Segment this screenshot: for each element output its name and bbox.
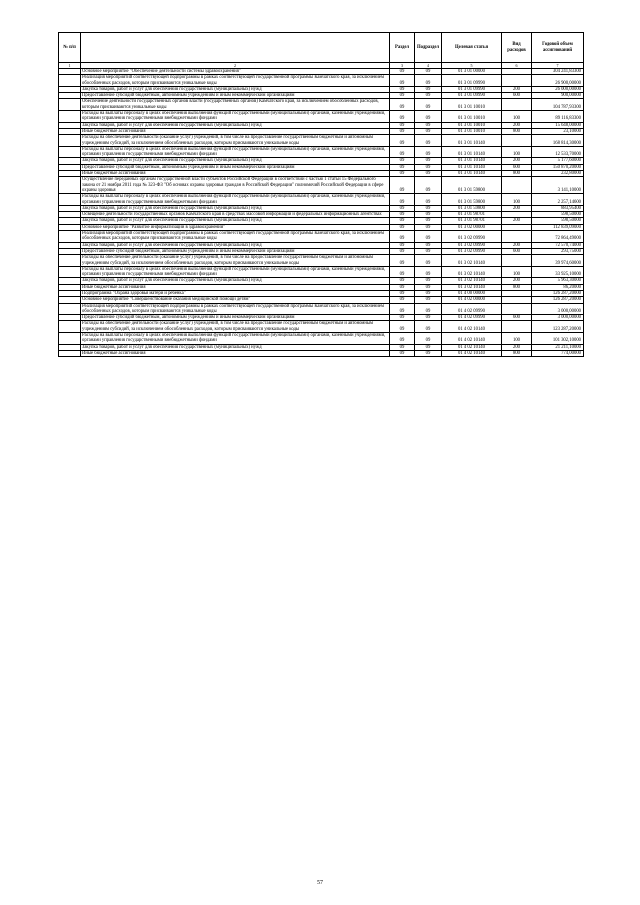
row-subsection-cell: 09: [415, 218, 442, 224]
row-target-article-cell: 01 4 02 10140: [442, 350, 502, 356]
row-section-cell: 09: [390, 177, 415, 194]
row-section-cell: 09: [390, 86, 415, 92]
row-amount-cell: 33 925,10000: [532, 266, 584, 278]
row-name-cell: Расходы на выплаты персоналу в целях обеспечения выполнения функций государственными (муниципальными) органами, казенными учреждениями, органами управления государственными внебюджетными фондами: [81, 146, 390, 158]
column-index: 4: [415, 63, 442, 69]
row-amount-cell: 26 000,00000: [532, 86, 584, 92]
row-expense-kind-cell: 200: [502, 242, 532, 248]
row-subsection-cell: 09: [415, 177, 442, 194]
row-subsection-cell: 09: [415, 242, 442, 248]
row-section-cell: 09: [390, 128, 415, 134]
row-target-article-cell: 01 4 02 10140: [442, 321, 502, 333]
row-amount-cell: 3 000,00000: [532, 303, 584, 315]
row-subsection-cell: 09: [415, 99, 442, 111]
row-target-article-cell: 01 3 01 10140: [442, 164, 502, 170]
row-amount-cell: 104 787,93300: [532, 99, 584, 111]
row-name-cell: Закупка товаров, работ и услуг для обеспечения государственных (муниципальных) нужд: [81, 86, 390, 92]
header-target-article: Целевая статья: [442, 33, 502, 63]
row-number-cell: [59, 99, 81, 111]
row-name-cell: Иные бюджетные ассигнования: [81, 350, 390, 356]
row-amount-cell: 5 963,30000: [532, 278, 584, 284]
row-amount-cell: 774,00000: [532, 350, 584, 356]
row-name-cell: Закупка товаров, работ и услуг для обеспечения государственных (муниципальных) нужд: [81, 242, 390, 248]
row-subsection-cell: 09: [415, 69, 442, 75]
row-name-cell: Расходы на обеспечение деятельности (оказание услуг) учреждений, в том числе на предоставление государственным бюджетным и автономным учреждениям субсидий, за исключением обособленных расходов, которым присваиваются уникальные коды: [81, 135, 390, 147]
row-name-cell: Закупка товаров, работ и услуг для обеспечения государственных (муниципальных) нужд: [81, 344, 390, 350]
row-amount-cell: 168 814,30000: [532, 135, 584, 147]
row-number-cell: [59, 350, 81, 356]
row-amount-cell: 900,00000: [532, 93, 584, 99]
row-amount-cell: 86,20000: [532, 284, 584, 290]
row-subsection-cell: 09: [415, 158, 442, 164]
row-name-cell: Закупка товаров, работ и услуг для обеспечения государственных (муниципальных) нужд: [81, 122, 390, 128]
row-expense-kind-cell: 200: [502, 205, 532, 211]
row-section-cell: 09: [390, 146, 415, 158]
row-expense-kind-cell: 100: [502, 111, 532, 123]
table-row: [59, 350, 584, 356]
row-target-article-cell: 01 3 01 10140: [442, 158, 502, 164]
row-section-cell: 09: [390, 164, 415, 170]
table-row: [59, 146, 584, 158]
row-name-cell: Реализация мероприятий соответствующей подпрограммы в рамках соответствующей государственной программы Камчатского края, за исключением обособленных расходов, которым присваиваются уникальные коды: [81, 303, 390, 315]
column-index: 3: [390, 63, 415, 69]
row-subsection-cell: 09: [415, 303, 442, 315]
row-section-cell: 09: [390, 205, 415, 211]
row-subsection-cell: 09: [415, 266, 442, 278]
column-index: 1: [59, 63, 81, 69]
row-subsection-cell: 09: [415, 164, 442, 170]
row-subsection-cell: 09: [415, 255, 442, 267]
column-index: 6: [502, 63, 532, 69]
row-subsection-cell: 09: [415, 135, 442, 147]
row-target-article-cell: 01 3 02 10140: [442, 255, 502, 267]
row-name-cell: Предоставление субсидий бюджетным, автономным учреждениям и иным некоммерческим организациям: [81, 93, 390, 99]
row-expense-kind-cell: 600: [502, 93, 532, 99]
row-number-cell: [59, 146, 81, 158]
row-name-cell: Подпрограмма "Охрана здоровья матери и ребенка": [81, 290, 390, 296]
row-section-cell: 09: [390, 99, 415, 111]
row-subsection-cell: 09: [415, 146, 442, 158]
row-amount-cell: 3 000,00000: [532, 315, 584, 321]
row-name-cell: Осуществление переданных органам государственной власти субъектов Российской Федерации в соответствии с частью 1 статьи 15 Федерального закона от 21 ноября 2011 года № 323-ФЗ "Об основах охраны здоровья граждан в Российской Федерации" полномочий Российской Федерации в сфере охраны здоровья: [81, 177, 390, 194]
table-body: [59, 63, 584, 357]
row-subsection-cell: 09: [415, 290, 442, 296]
row-expense-kind-cell: 800: [502, 171, 532, 177]
row-subsection-cell: 09: [415, 122, 442, 128]
row-name-cell: Предоставление субсидий бюджетным, автономным учреждениям и иным некоммерческим организациям: [81, 164, 390, 170]
row-target-article-cell: 01 3 01 10140: [442, 171, 502, 177]
row-amount-cell: 72 570,74000: [532, 242, 584, 248]
row-name-cell: Реализация мероприятий соответствующей подпрограммы в рамках соответствующей государственной программы Камчатского края, за исключением обособленных расходов, которым присваиваются уникальные коды: [81, 75, 390, 87]
row-target-article-cell: 01 3 01 10010: [442, 128, 502, 134]
row-target-article-cell: 01 3 01 10140: [442, 135, 502, 147]
row-subsection-cell: 09: [415, 350, 442, 356]
row-expense-kind-cell: 100: [502, 333, 532, 345]
row-expense-kind-cell: 600: [502, 164, 532, 170]
row-subsection-cell: 09: [415, 224, 442, 230]
row-section-cell: 09: [390, 231, 415, 243]
row-expense-kind-cell: 200: [502, 86, 532, 92]
row-name-cell: Иные бюджетные ассигнования: [81, 171, 390, 177]
row-name-cell: Основное мероприятие "Совершенствование оказания медицинской помощи детям": [81, 297, 390, 303]
row-subsection-cell: 09: [415, 321, 442, 333]
row-subsection-cell: 09: [415, 278, 442, 284]
row-name-cell: Расходы на выплаты персоналу в целях обеспечения выполнения функций государственными (муниципальными) органами, казенными учреждениями, органами управления государственными внебюджетными фондами: [81, 111, 390, 123]
row-section-cell: 09: [390, 315, 415, 321]
row-subsection-cell: 09: [415, 194, 442, 206]
row-expense-kind-cell: 200: [502, 278, 532, 284]
row-name-cell: Основное мероприятие "Развитие информатизации в здравоохранении": [81, 224, 390, 230]
header-section: Раздел: [390, 33, 415, 63]
row-amount-cell: 26 900,00000: [532, 75, 584, 87]
table-row: [59, 194, 584, 206]
row-name-cell: Расходы на выплаты персоналу в целях обеспечения выполнения функций государственными (муниципальными) органами, казенными учреждениями, органами управления государственными внебюджетными фондами: [81, 333, 390, 345]
row-expense-kind-cell: 100: [502, 146, 532, 158]
row-expense-kind-cell: [502, 255, 532, 267]
row-expense-kind-cell: 800: [502, 350, 532, 356]
row-number-cell: [59, 194, 81, 206]
row-target-article-cell: 01 3 01 59800: [442, 205, 502, 211]
row-expense-kind-cell: 800: [502, 284, 532, 290]
row-amount-cell: 126 287,20000: [532, 297, 584, 303]
row-name-cell: Иные бюджетные ассигнования: [81, 284, 390, 290]
table-row: [59, 333, 584, 345]
row-subsection-cell: 09: [415, 205, 442, 211]
row-amount-cell: 598,50000: [532, 212, 584, 218]
row-amount-cell: 2 257,14600: [532, 194, 584, 206]
row-target-article-cell: 01 3 01 09990: [442, 86, 502, 92]
row-target-article-cell: 01 3 01 10010: [442, 99, 502, 111]
row-section-cell: 09: [390, 333, 415, 345]
row-expense-kind-cell: 200: [502, 344, 532, 350]
row-target-article-cell: 01 3 02 10140: [442, 278, 502, 284]
row-amount-cell: 883,95400: [532, 205, 584, 211]
row-amount-cell: 304 241,83300: [532, 69, 584, 75]
column-index: 5: [442, 63, 502, 69]
row-expense-kind-cell: 600: [502, 248, 532, 254]
row-target-article-cell: 01 4 00 00000: [442, 290, 502, 296]
row-target-article-cell: 01 3 01 00000: [442, 69, 502, 75]
row-target-article-cell: 01 4 02 00000: [442, 297, 502, 303]
row-target-article-cell: 01 4 02 10140: [442, 333, 502, 345]
table-row: [59, 111, 584, 123]
row-subsection-cell: 09: [415, 93, 442, 99]
row-section-cell: 09: [390, 290, 415, 296]
row-name-cell: Расходы на выплаты персоналу в целях обеспечения выполнения функций государственными (муниципальными) органами, казенными учреждениями, органами управления государственными внебюджетными фондами: [81, 266, 390, 278]
row-expense-kind-cell: 800: [502, 128, 532, 134]
row-target-article-cell: 01 3 01 98701: [442, 218, 502, 224]
row-name-cell: Расходы на выплаты персоналу в целях обеспечения выполнения функций государственными (муниципальными) органами, казенными учреждениями, органами управления государственными внебюджетными фондами: [81, 194, 390, 206]
row-name-cell: Предоставление субсидий бюджетным, автономным учреждениям и иным некоммерческим организациям: [81, 315, 390, 321]
row-subsection-cell: 09: [415, 297, 442, 303]
header-annual-amount: Годовой объем ассигнований: [532, 33, 584, 63]
row-name-cell: Освещение деятельности государственных органов Камчатского края в средствах массовой информации и федеральных информационных агентствах: [81, 212, 390, 218]
row-amount-cell: 150 870,20000: [532, 164, 584, 170]
table-row: [59, 255, 584, 267]
row-section-cell: 09: [390, 93, 415, 99]
row-section-cell: 09: [390, 212, 415, 218]
row-amount-cell: 101 302,10000: [532, 333, 584, 345]
row-subsection-cell: 09: [415, 315, 442, 321]
row-subsection-cell: 09: [415, 333, 442, 345]
row-number-cell: [59, 111, 81, 123]
row-name-cell: Расходы на обеспечение деятельности (оказание услуг) учреждений, в том числе на предоставление государственным бюджетным и автономным учреждениям субсидий, за исключением обособленных расходов, которым присваиваются уникальные коды: [81, 255, 390, 267]
row-expense-kind-cell: 600: [502, 315, 532, 321]
table-row: [59, 99, 584, 111]
row-number-cell: [59, 303, 81, 315]
row-target-article-cell: 01 3 01 59800: [442, 194, 502, 206]
row-amount-cell: 112 839,09000: [532, 224, 584, 230]
row-target-article-cell: 01 3 02 09990: [442, 231, 502, 243]
row-expense-kind-cell: 100: [502, 266, 532, 278]
row-name-cell: Закупка товаров, работ и услуг для обеспечения государственных (муниципальных) нужд: [81, 158, 390, 164]
row-amount-cell: 5 177,60000: [532, 158, 584, 164]
table-row: [59, 266, 584, 278]
row-name-cell: Расходы на обеспечение деятельности (оказание услуг) учреждений, в том числе на предоставление государственным бюджетным и автономным учреждениям субсидий, за исключением обособленных расходов, которым присваиваются уникальные коды: [81, 321, 390, 333]
row-section-cell: 09: [390, 255, 415, 267]
row-target-article-cell: 01 3 01 10010: [442, 122, 502, 128]
row-target-article-cell: 01 4 02 09990: [442, 303, 502, 315]
row-amount-cell: 598,50000: [532, 218, 584, 224]
row-section-cell: 09: [390, 171, 415, 177]
row-target-article-cell: 01 3 02 10140: [442, 266, 502, 278]
row-number-cell: [59, 255, 81, 267]
row-number-cell: [59, 135, 81, 147]
row-subsection-cell: 09: [415, 231, 442, 243]
row-target-article-cell: 01 3 02 09990: [442, 248, 502, 254]
row-target-article-cell: 01 3 01 09990: [442, 93, 502, 99]
row-subsection-cell: 09: [415, 171, 442, 177]
row-section-cell: 09: [390, 321, 415, 333]
header-expense-kind: Вид расходов: [502, 33, 532, 63]
row-expense-kind-cell: 200: [502, 218, 532, 224]
table-row: [59, 177, 584, 194]
row-section-cell: 09: [390, 350, 415, 356]
row-section-cell: 09: [390, 75, 415, 87]
row-section-cell: 09: [390, 135, 415, 147]
row-subsection-cell: 09: [415, 86, 442, 92]
row-expense-kind-cell: [502, 321, 532, 333]
row-number-cell: [59, 75, 81, 87]
row-amount-cell: 39 974,60000: [532, 255, 584, 267]
table-row: [59, 75, 584, 87]
row-amount-cell: 123 287,20000: [532, 321, 584, 333]
row-name-cell: Основное мероприятие "Обеспечение деятельности системы здравоохранения": [81, 69, 390, 75]
row-subsection-cell: 09: [415, 284, 442, 290]
row-target-article-cell: 01 3 01 09990: [442, 75, 502, 87]
row-section-cell: 09: [390, 242, 415, 248]
row-name-cell: Закупка товаров, работ и услуг для обеспечения государственных (муниципальных) нужд: [81, 205, 390, 211]
budget-table: [58, 32, 584, 357]
row-name-cell: Обеспечение деятельности государственных органов власти (государственных органов) Камчатского края, за исключением обособленных расходов, которым присваиваются уникальные коды: [81, 99, 390, 111]
document-sheet: [58, 32, 583, 357]
table-header: [59, 33, 584, 63]
row-section-cell: 09: [390, 284, 415, 290]
row-target-article-cell: 01 4 02 10140: [442, 344, 502, 350]
row-number-cell: [59, 321, 81, 333]
row-target-article-cell: 01 3 01 98701: [442, 212, 502, 218]
row-subsection-cell: 09: [415, 344, 442, 350]
row-number-cell: [59, 333, 81, 345]
row-expense-kind-cell: [502, 177, 532, 194]
row-amount-cell: 126 287,20000: [532, 290, 584, 296]
row-number-cell: [59, 177, 81, 194]
row-target-article-cell: 01 3 01 10010: [442, 111, 502, 123]
row-section-cell: 09: [390, 224, 415, 230]
row-amount-cell: 89 116,83300: [532, 111, 584, 123]
row-amount-cell: 72 864,49000: [532, 231, 584, 243]
row-subsection-cell: 09: [415, 128, 442, 134]
row-section-cell: 09: [390, 122, 415, 128]
table-row: [59, 321, 584, 333]
row-target-article-cell: 01 3 02 09990: [442, 242, 502, 248]
column-index: 2: [81, 63, 390, 69]
row-name-cell: Предоставление субсидий бюджетным, автономным учреждениям и иным некоммерческим организациям: [81, 248, 390, 254]
row-section-cell: 09: [390, 158, 415, 164]
row-subsection-cell: 09: [415, 248, 442, 254]
table-row: [59, 231, 584, 243]
row-section-cell: 09: [390, 111, 415, 123]
row-expense-kind-cell: 200: [502, 158, 532, 164]
header-subsection: Подраздел: [415, 33, 442, 63]
row-expense-kind-cell: [502, 75, 532, 87]
row-subsection-cell: 09: [415, 111, 442, 123]
header-name: [81, 33, 390, 63]
row-expense-kind-cell: [502, 303, 532, 315]
row-expense-kind-cell: 200: [502, 122, 532, 128]
row-name-cell: Реализация мероприятий соответствующей подпрограммы в рамках соответствующей государственной программы Камчатского края, за исключением обособленных расходов, которым присваиваются уникальные коды: [81, 231, 390, 243]
header-number: № п/п: [59, 33, 81, 63]
row-section-cell: 09: [390, 344, 415, 350]
row-name-cell: Иные бюджетные ассигнования: [81, 128, 390, 134]
row-amount-cell: 293,75000: [532, 248, 584, 254]
row-number-cell: [59, 231, 81, 243]
row-amount-cell: 15 648,00000: [532, 122, 584, 128]
row-target-article-cell: 01 3 02 10140: [442, 284, 502, 290]
row-section-cell: 09: [390, 266, 415, 278]
row-expense-kind-cell: 100: [502, 194, 532, 206]
row-number-cell: [59, 266, 81, 278]
row-name-cell: Закупка товаров, работ и услуг для обеспечения государственных (муниципальных) нужд: [81, 278, 390, 284]
row-section-cell: 09: [390, 278, 415, 284]
row-target-article-cell: 01 4 02 09990: [442, 315, 502, 321]
row-amount-cell: 12 533,70000: [532, 146, 584, 158]
row-section-cell: 09: [390, 218, 415, 224]
page-number: 57: [317, 880, 323, 886]
row-amount-cell: 232,80000: [532, 171, 584, 177]
row-section-cell: 09: [390, 303, 415, 315]
row-expense-kind-cell: [502, 231, 532, 243]
row-expense-kind-cell: [502, 99, 532, 111]
row-section-cell: 09: [390, 297, 415, 303]
row-subsection-cell: 09: [415, 212, 442, 218]
row-target-article-cell: 01 3 01 59800: [442, 177, 502, 194]
row-expense-kind-cell: [502, 135, 532, 147]
row-amount-cell: 21 211,10000: [532, 344, 584, 350]
row-section-cell: 09: [390, 69, 415, 75]
column-index: 7: [532, 63, 584, 69]
row-amount-cell: 3 141,10000: [532, 177, 584, 194]
row-section-cell: 09: [390, 194, 415, 206]
row-amount-cell: 23,10000: [532, 128, 584, 134]
table-row: [59, 303, 584, 315]
row-section-cell: 09: [390, 248, 415, 254]
row-subsection-cell: 09: [415, 75, 442, 87]
row-name-cell: Закупка товаров, работ и услуг для обеспечения государственных (муниципальных) нужд: [81, 218, 390, 224]
row-target-article-cell: 01 3 02 00000: [442, 224, 502, 230]
row-target-article-cell: 01 3 01 10140: [442, 146, 502, 158]
table-row: [59, 135, 584, 147]
